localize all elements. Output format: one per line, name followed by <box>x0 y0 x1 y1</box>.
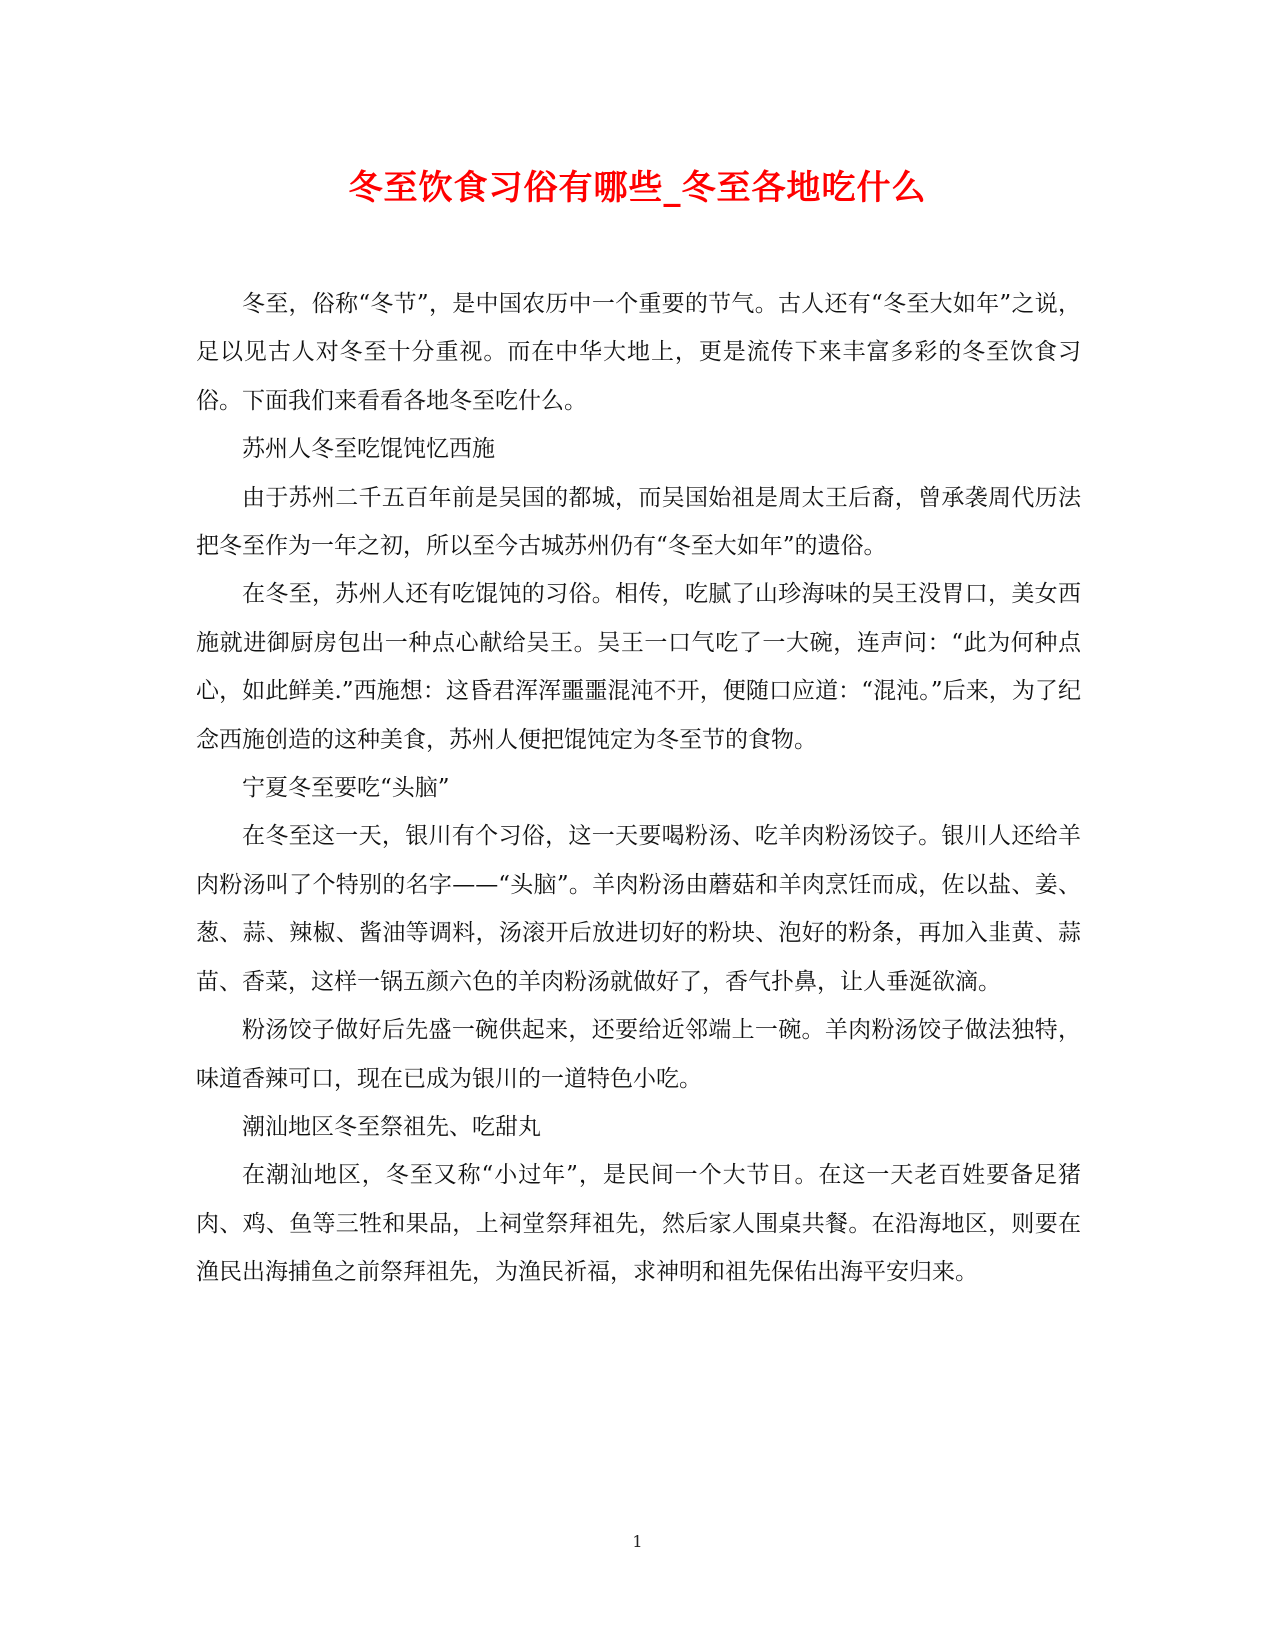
section-heading-chaoshan: 潮汕地区冬至祭祖先、吃甜丸 <box>242 1113 541 1140</box>
paragraph-chaoshan-worship: 在潮汕地区，冬至又称“小过年”，是民间一个大节日。在这一天老百姓要备足猪肉、鸡、鱼等三牲和果品，上祠堂祭拜祖先，然后家人围桌共餐。在沿海地区，则要在渔民出海捕鱼之前祭拜祖先，为渔民祈福，求神明和祖先保佑出海平安归来。 <box>196 1162 1081 1286</box>
paragraph-suzhou-wonton: 在冬至，苏州人还有吃馄饨的习俗。相传，吃腻了山珍海味的吴王没胃口，美女西施就进御厨房包出一种点心献给吴王。吴王一口气吃了一大碗，连声问：“此为何种点心，如此鲜美.”西施想：这昏君浑浑噩噩混沌不开，便随口应道：“混沌。”后来，为了纪念西施创造的这种美食，苏州人便把馄饨定为冬至节的食物。 <box>196 581 1081 753</box>
page-number: 1 <box>632 1532 643 1551</box>
intro-paragraph: 冬至，俗称“冬节”，是中国农历中一个重要的节气。古人还有“冬至大如年”之说，足以见古人对冬至十分重视。而在中华大地上，更是流传下来丰富多彩的冬至饮食习俗。下面我们来看看各地冬至吃什么。 <box>196 291 1081 414</box>
document-body <box>196 280 1081 1297</box>
section-heading-suzhou: 苏州人冬至吃馄饨忆西施 <box>242 436 495 463</box>
paragraph-ningxia-soup: 在冬至这一天，银川有个习俗，这一天要喝粉汤、吃羊肉粉汤饺子。银川人还给羊肉粉汤叫了个特别的名字——“头脑”。羊肉粉汤由蘑菇和羊肉烹饪而成，佐以盐、姜、葱、蒜、辣椒、酱油等调料，汤滚开后放进切好的粉块、泡好的粉条，再加入韭黄、蒜苗、香菜，这样一锅五颜六色的羊肉粉汤就做好了，香气扑鼻，让人垂涎欲滴。 <box>196 823 1081 995</box>
paragraph-ningxia-dumplings: 粉汤饺子做好后先盛一碗供起来，还要给近邻端上一碗。羊肉粉汤饺子做法独特，味道香辣可口，现在已成为银川的一道特色小吃。 <box>196 1017 1081 1092</box>
section-heading-ningxia: 宁夏冬至要吃“头脑” <box>242 775 450 802</box>
document-title: 冬至饮食习俗有哪些_冬至各地吃什么 <box>348 168 927 208</box>
paragraph-suzhou-history: 由于苏州二千五百年前是吴国的都城，而吴国始祖是周太王后裔，曾承袭周代历法把冬至作为一年之初，所以至今古城苏州仍有“冬至大如年”的遗俗。 <box>196 484 1081 560</box>
